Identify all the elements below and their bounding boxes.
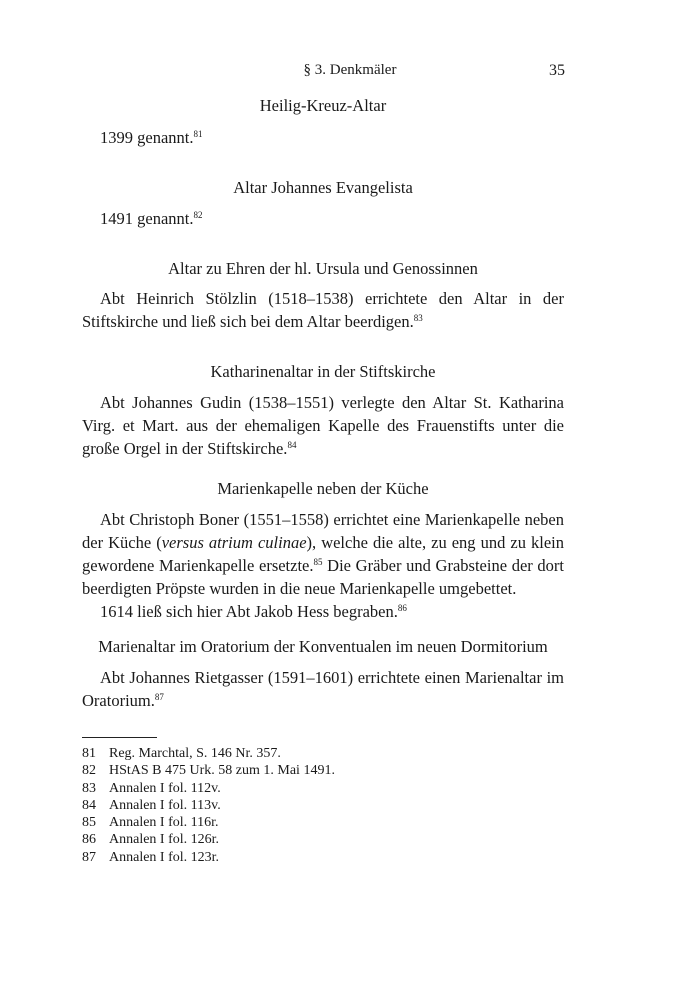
body-text-italic: versus atrium culinae <box>161 533 307 552</box>
body-text: Abt Christoph Boner (1551–1558) errichtet eine Marienkapelle neben der Küche ( <box>82 510 564 552</box>
section-heading: Katharinenaltar in der Stiftskirche <box>210 362 436 381</box>
footnote-number: 84 <box>82 797 96 813</box>
body-text: 1399 genannt. <box>100 128 194 147</box>
section-body <box>82 666 564 712</box>
section-heading: Altar Johannes Evangelista <box>233 178 413 197</box>
footnote-divider <box>82 737 157 738</box>
footnote-number: 86 <box>82 832 96 848</box>
body-text: Abt Johannes Rietgasser (1591–1601) errichtete einen Marienaltar im Oratorium. <box>82 668 564 710</box>
footnote-number: 82 <box>82 763 96 779</box>
footnote-number: 85 <box>82 815 96 831</box>
footnote <box>82 745 564 762</box>
footnote-number: 81 <box>82 746 96 761</box>
footnote-text: Annalen I fol. 116r. <box>109 815 219 831</box>
section-body <box>82 126 564 149</box>
footnote-ref: 82 <box>193 210 203 220</box>
footnote-text: Annalen I fol. 126r. <box>109 832 220 848</box>
footnote-text: Annalen I fol. 112v. <box>109 780 221 796</box>
section-body <box>82 287 564 333</box>
footnote-text: Annalen I fol. 123r. <box>109 849 220 865</box>
section-heading: Altar zu Ehren der hl. Ursula und Genossinnen <box>168 259 478 278</box>
footnote-text: Annalen I fol. 113v. <box>109 797 221 813</box>
footnote-ref: 83 <box>413 313 423 323</box>
footnote <box>82 780 564 797</box>
section-heading: Marienaltar im Oratorium der Konventualen im neuen Dormitorium <box>98 637 548 656</box>
page-number: 35 <box>549 62 565 79</box>
running-head <box>0 62 700 84</box>
footnote-ref: 81 <box>193 129 203 139</box>
section-body <box>82 391 564 460</box>
body-text: 1491 genannt. <box>100 209 194 228</box>
section-body <box>82 508 564 623</box>
footnote-ref: 86 <box>397 603 407 613</box>
footnote-text: HStAS B 475 Urk. 58 zum 1. Mai 1491. <box>109 763 335 779</box>
footnote <box>82 762 564 779</box>
footnote-ref: 87 <box>154 692 164 702</box>
body-text: Abt Heinrich Stölzlin (1518–1538) errichtete den Altar in der Stiftskirche und ließ sich bei dem Altar beerdigen. <box>82 289 564 331</box>
footnote <box>82 797 564 814</box>
footnote-ref: 84 <box>287 440 297 450</box>
body-text: 1614 ließ sich hier Abt Jakob Hess begraben. <box>100 602 398 621</box>
footnote-text: Reg. Marchtal, S. 146 Nr. 357. <box>109 746 281 761</box>
running-title: § 3. Denkmäler <box>303 62 397 78</box>
footnote <box>82 831 564 848</box>
footnote-number: 87 <box>82 849 96 865</box>
footnote-number: 83 <box>82 780 96 796</box>
body-text: Die Gräber und Grabsteine der dort beerdigten Pröpste wurden in die neue Marienkapelle umgebettet. <box>82 556 565 598</box>
footnote <box>82 814 564 831</box>
footnote-ref: 85 <box>313 557 323 567</box>
section-heading: Marienkapelle neben der Küche <box>217 479 429 498</box>
section-heading: Heilig-Kreuz-Altar <box>259 96 387 115</box>
body-text: ), welche die alte, zu eng und zu klein gewordene Marienkapelle ersetzte. <box>82 533 564 575</box>
section-body <box>82 207 564 230</box>
footnote <box>82 849 564 866</box>
body-text: Abt Johannes Gudin (1538–1551) verlegte den Altar St. Katharina Virg. et Mart. aus der ehemaligen Kapelle des Frauenstifts unter die große Orgel in der Stiftskirche. <box>82 393 564 458</box>
footnotes <box>82 745 564 866</box>
